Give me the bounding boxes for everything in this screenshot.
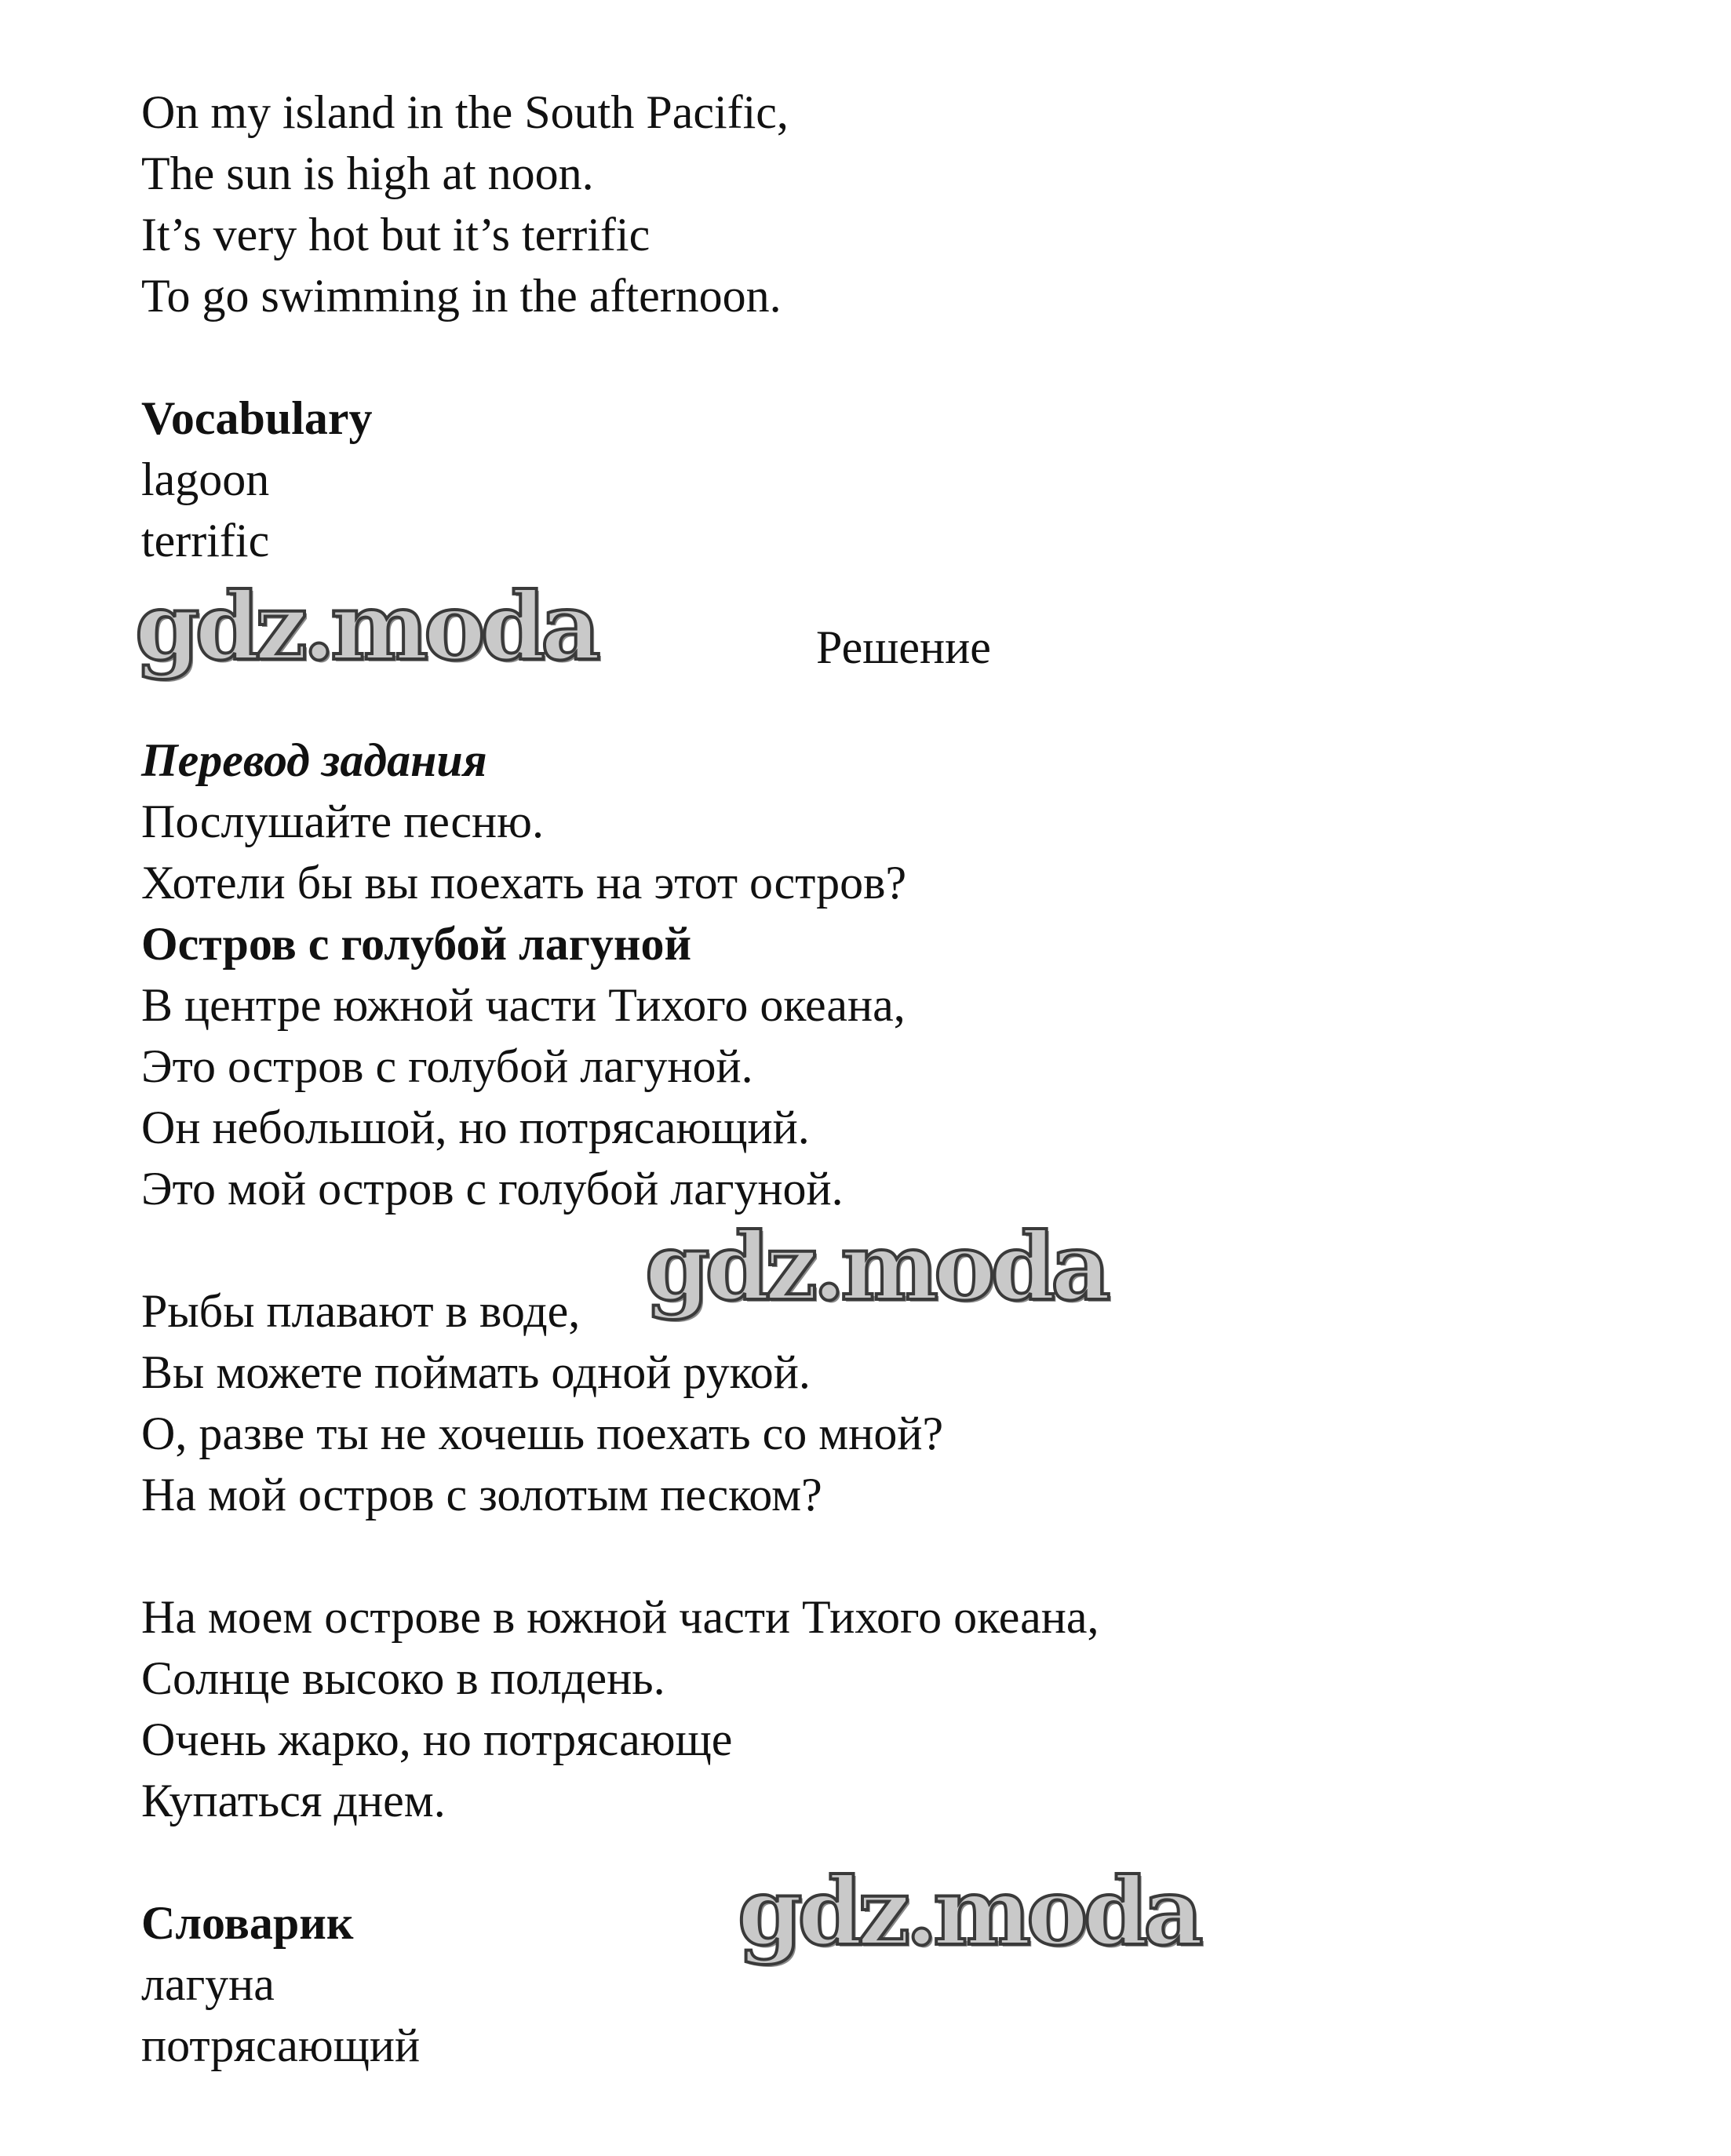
translation-heading: Перевод задания <box>141 734 487 786</box>
watermark-logo: gdz.moda <box>135 572 596 681</box>
verse3-line-1: На моем острове в южной части Тихого океана, <box>141 1591 1099 1643</box>
glossary-word-2: потрясающий <box>141 2019 421 2071</box>
verse1-line-3: Он небольшой, но потрясающий. <box>141 1102 810 1153</box>
english-line-4: To go swimming in the afternoon. <box>141 270 782 322</box>
english-line-2: The sun is high at noon. <box>141 147 594 199</box>
glossary-word-1: лагуна <box>141 1958 275 2010</box>
vocabulary-word-2: terrific <box>141 515 270 566</box>
verse3-line-4: Купаться днем. <box>141 1775 446 1826</box>
verse3-line-3: Очень жарко, но потрясающе <box>141 1714 733 1765</box>
vocabulary-word-1: lagoon <box>141 453 270 505</box>
song-title: Остров с голубой лагуной <box>141 918 692 970</box>
verse3-line-2: Солнце высоко в полдень. <box>141 1652 665 1704</box>
solution-label: Решение <box>816 621 991 673</box>
task-line-1: Послушайте песню. <box>141 796 544 847</box>
watermark-logo: gdz.moda <box>738 1857 1199 1966</box>
verse2-line-1: Рыбы плавают в воде, <box>141 1285 581 1337</box>
vocabulary-heading: Vocabulary <box>141 392 373 444</box>
verse2-line-2: Вы можете поймать одной рукой. <box>141 1346 811 1398</box>
glossary-heading: Словарик <box>141 1897 354 1949</box>
verse2-line-3: О, разве ты не хочешь поехать со мной? <box>141 1408 944 1459</box>
english-line-1: On my island in the South Pacific, <box>141 86 789 138</box>
verse1-line-1: В центре южной части Тихого океана, <box>141 979 906 1031</box>
verse2-line-4: На мой остров с золотым песком? <box>141 1469 822 1520</box>
verse1-line-4: Это мой остров с голубой лагуной. <box>141 1163 844 1215</box>
watermark-logo: gdz.moda <box>645 1212 1106 1321</box>
task-line-2: Хотели бы вы поехать на этот остров? <box>141 857 907 909</box>
english-line-3: It’s very hot but it’s terrific <box>141 209 650 260</box>
verse1-line-2: Это остров с голубой лагуной. <box>141 1040 753 1092</box>
